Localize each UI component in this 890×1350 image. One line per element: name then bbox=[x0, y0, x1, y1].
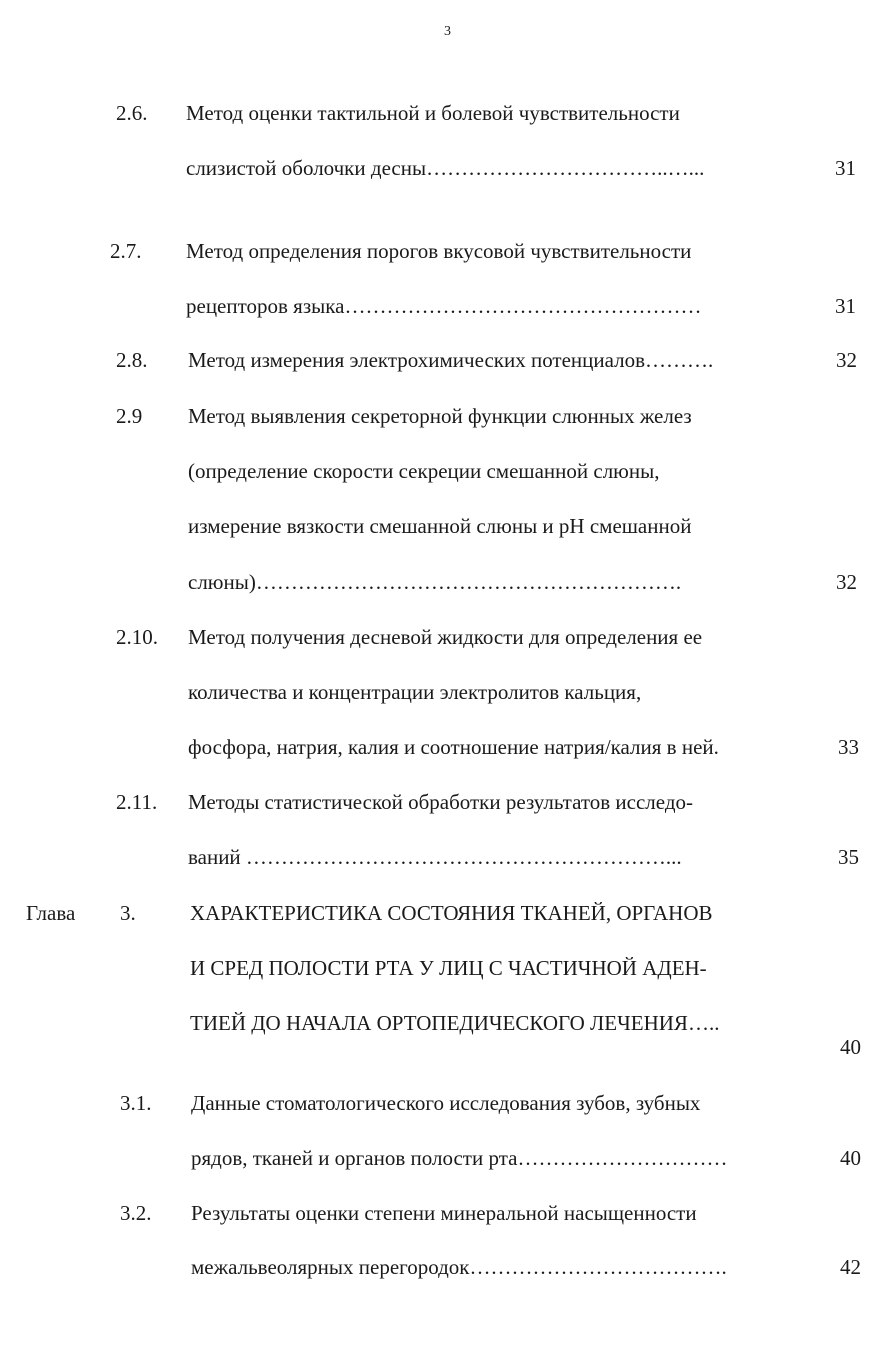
toc-entry-page: 31 bbox=[835, 156, 856, 180]
chapter-title-line: И СРЕД ПОЛОСТИ РТА У ЛИЦ С ЧАСТИЧНОЙ АДЕН- bbox=[190, 956, 707, 980]
chapter-title-line: ТИЕЙ ДО НАЧАЛА ОРТОПЕДИЧЕСКОГО ЛЕЧЕНИЯ….. bbox=[190, 1011, 720, 1035]
toc-entry-line: ваний ……………………………………………………... bbox=[188, 845, 682, 869]
toc-entry-number: 2.9 bbox=[116, 404, 143, 428]
toc-entry-line: межальвеолярных перегородок………………………………. bbox=[191, 1255, 727, 1279]
toc-entry-number: 2.10. bbox=[116, 625, 158, 649]
toc-entry-line: Данные стоматологического исследования зубов, зубных bbox=[191, 1091, 701, 1115]
toc-entry-line: Метод определения порогов вкусовой чувствительности bbox=[186, 239, 692, 263]
toc-entry-line: Метод выявления секреторной функции слюнных желез bbox=[188, 404, 692, 428]
chapter-title-line: ХАРАКТЕРИСТИКА СОСТОЯНИЯ ТКАНЕЙ, ОРГАНОВ bbox=[190, 901, 713, 925]
toc-entry-line: слизистой оболочки десны……………………………..…... bbox=[186, 156, 705, 180]
toc-entry-line: фосфора, натрия, калия и соотношение натрия/калия в ней. bbox=[188, 735, 719, 759]
toc-entry-line: измерение вязкости смешанной слюны и pH смешанной bbox=[188, 514, 692, 538]
toc-entry-line: Результаты оценки степени минеральной насыщенности bbox=[191, 1201, 697, 1225]
toc-entry-line: рядов, тканей и органов полости рта………………………… bbox=[191, 1146, 728, 1170]
toc-entry-page: 31 bbox=[835, 294, 856, 318]
toc-entry-page: 33 bbox=[838, 735, 859, 759]
page-number: 3 bbox=[444, 24, 451, 39]
toc-entry-line: Методы статистической обработки результатов исследо- bbox=[188, 790, 693, 814]
toc-entry-line: Метод оценки тактильной и болевой чувствительности bbox=[186, 101, 680, 125]
chapter-label: Глава bbox=[26, 901, 76, 925]
toc-entry-page: 32 bbox=[836, 348, 857, 372]
toc-entry-line: Метод получения десневой жидкости для определения ее bbox=[188, 625, 703, 649]
toc-entry-number: 3.1. bbox=[120, 1091, 152, 1115]
toc-entry-page: 35 bbox=[838, 845, 859, 869]
toc-entry-number: 2.6. bbox=[116, 101, 148, 125]
toc-entry-number: 3.2. bbox=[120, 1201, 152, 1225]
toc-entry-number: 3. bbox=[120, 901, 136, 925]
toc-entry-line: рецепторов языка…………………………………………… bbox=[186, 294, 702, 318]
toc-entry-number: 2.7. bbox=[110, 239, 142, 263]
toc-entry-page: 32 bbox=[836, 570, 857, 594]
toc-entry-page: 42 bbox=[840, 1255, 861, 1279]
toc-entry-number: 2.8. bbox=[116, 348, 148, 372]
toc-entry-line: (определение скорости секреции смешанной слюны, bbox=[188, 459, 660, 483]
toc-entry-page: 40 bbox=[840, 1035, 861, 1059]
toc-entry-line: Метод измерения электрохимических потенциалов………. bbox=[188, 348, 714, 372]
toc-entry-page: 40 bbox=[840, 1146, 861, 1170]
toc-entry-line: количества и концентрации электролитов кальция, bbox=[188, 680, 642, 704]
toc-entry-number: 2.11. bbox=[116, 790, 158, 814]
toc-entry-line: слюны)……………………………………………………. bbox=[188, 570, 682, 594]
